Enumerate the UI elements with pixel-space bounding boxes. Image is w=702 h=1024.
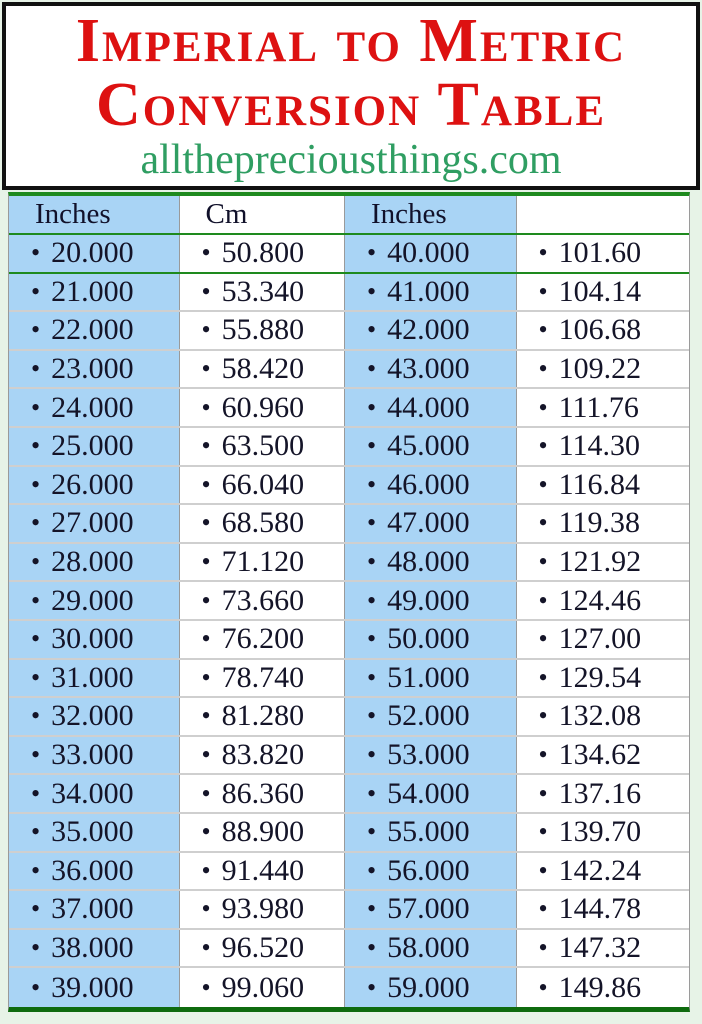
bullet-icon: • [31, 624, 41, 654]
cell-value: 57.000 [387, 892, 470, 926]
bullet-icon: • [538, 778, 548, 808]
table-cell [9, 968, 180, 1007]
bullet-icon: • [201, 817, 211, 847]
cell-value: 58.000 [387, 930, 470, 964]
table-cell [345, 505, 517, 542]
cell-value: 81.280 [221, 699, 305, 733]
cell-value: 53.000 [387, 738, 470, 772]
cell-value: 127.00 [558, 622, 642, 656]
bullet-icon: • [31, 662, 41, 692]
cell-value: 55.000 [387, 815, 470, 849]
bullet-icon: • [367, 431, 377, 461]
table-row [9, 582, 689, 621]
bullet-icon: • [201, 740, 211, 770]
cell-value: 35.000 [51, 815, 134, 849]
cell-value: 121.92 [558, 545, 642, 579]
cell-value: 20.000 [51, 236, 134, 270]
cell-value: 38.000 [51, 930, 134, 964]
table-cell [180, 621, 346, 658]
bullet-icon: • [538, 972, 548, 1002]
bullet-icon: • [201, 547, 211, 577]
bullet-icon: • [538, 469, 548, 499]
table-cell [180, 853, 346, 890]
cell-value: 149.86 [558, 970, 642, 1004]
table-row [9, 312, 689, 351]
column-header-cm-right [517, 196, 689, 233]
cell-value: 144.78 [558, 892, 642, 926]
bullet-icon: • [367, 932, 377, 962]
cell-value: 101.60 [558, 236, 642, 270]
bullet-icon: • [201, 855, 211, 885]
bullet-icon: • [538, 354, 548, 384]
conversion-table [8, 192, 690, 1012]
cell-value: 25.000 [51, 429, 134, 463]
table-row [9, 814, 689, 853]
cell-value: 86.360 [221, 776, 305, 810]
table-cell [517, 930, 689, 967]
table-cell [345, 351, 517, 388]
table-row [9, 351, 689, 390]
table-cell [517, 621, 689, 658]
cell-value: 50.800 [221, 236, 305, 270]
bullet-icon: • [367, 855, 377, 885]
table-cell [180, 312, 346, 349]
bullet-icon: • [31, 972, 41, 1002]
table-cell [517, 351, 689, 388]
table-cell [9, 891, 180, 928]
table-header-row [9, 196, 689, 235]
cell-value: 132.08 [558, 699, 642, 733]
cell-value: 142.24 [558, 853, 642, 887]
cell-value: 43.000 [387, 352, 470, 386]
table-cell [517, 582, 689, 619]
table-cell [9, 582, 180, 619]
bullet-icon: • [201, 662, 211, 692]
bullet-icon: • [201, 276, 211, 306]
bullet-icon: • [201, 701, 211, 731]
table-body [9, 235, 689, 1007]
bullet-icon: • [367, 585, 377, 615]
bullet-icon: • [367, 315, 377, 345]
table-cell [9, 274, 180, 311]
cell-value: 76.200 [221, 622, 305, 656]
bullet-icon: • [31, 469, 41, 499]
cell-value: 114.30 [558, 429, 641, 463]
table-cell [517, 274, 689, 311]
table-cell [345, 891, 517, 928]
cell-value: 32.000 [51, 699, 134, 733]
cell-value: 88.900 [221, 815, 305, 849]
table-cell [180, 467, 346, 504]
cell-value: 34.000 [51, 776, 134, 810]
bullet-icon: • [538, 740, 548, 770]
bullet-icon: • [367, 778, 377, 808]
bullet-icon: • [201, 894, 211, 924]
cell-value: 134.62 [558, 738, 642, 772]
table-cell [180, 389, 346, 426]
table-cell [517, 544, 689, 581]
table-cell [9, 428, 180, 465]
table-row [9, 853, 689, 892]
bullet-icon: • [367, 238, 377, 268]
cell-value: 56.000 [387, 853, 470, 887]
table-cell [9, 312, 180, 349]
bullet-icon: • [538, 624, 548, 654]
website-url: allthepreciousthings.com [140, 137, 562, 183]
bullet-icon: • [201, 315, 211, 345]
table-cell [517, 467, 689, 504]
table-cell [9, 505, 180, 542]
table-cell [180, 814, 346, 851]
table-cell [180, 582, 346, 619]
table-cell [9, 660, 180, 697]
cell-value: 54.000 [387, 776, 470, 810]
table-cell [345, 544, 517, 581]
table-cell [9, 467, 180, 504]
cell-value: 129.54 [558, 660, 642, 694]
table-row [9, 737, 689, 776]
table-cell [180, 660, 346, 697]
table-cell [180, 428, 346, 465]
bullet-icon: • [31, 547, 41, 577]
table-cell [180, 698, 346, 735]
cell-value: 31.000 [51, 660, 134, 694]
table-cell [9, 235, 180, 272]
column-header-inches-left: Inches [9, 196, 180, 233]
table-cell [517, 235, 689, 272]
cell-value: 68.580 [221, 506, 305, 540]
table-cell [9, 621, 180, 658]
bullet-icon: • [367, 508, 377, 538]
cell-value: 137.16 [558, 776, 642, 810]
table-cell [9, 814, 180, 851]
table-cell [517, 968, 689, 1007]
bullet-icon: • [31, 701, 41, 731]
table-cell [345, 660, 517, 697]
table-cell [180, 235, 346, 272]
table-row [9, 930, 689, 969]
bullet-icon: • [538, 431, 548, 461]
bullet-icon: • [367, 701, 377, 731]
cell-value: 66.040 [221, 467, 305, 501]
table-cell [345, 312, 517, 349]
cell-value: 50.000 [387, 622, 470, 656]
table-cell [517, 698, 689, 735]
cell-value: 51.000 [387, 660, 470, 694]
bullet-icon: • [538, 315, 548, 345]
page-title-line-2: Conversion Table [95, 71, 607, 139]
cell-value: 33.000 [51, 738, 134, 772]
table-cell [9, 853, 180, 890]
table-row [9, 467, 689, 506]
table-cell [345, 621, 517, 658]
cell-value: 63.500 [221, 429, 305, 463]
cell-value: 96.520 [221, 930, 305, 964]
cell-value: 109.22 [558, 352, 642, 386]
table-cell [345, 930, 517, 967]
bullet-icon: • [201, 508, 211, 538]
table-cell [345, 582, 517, 619]
bullet-icon: • [538, 817, 548, 847]
table-cell [180, 891, 346, 928]
cell-value: 55.880 [221, 313, 305, 347]
cell-value: 93.980 [221, 892, 305, 926]
cell-value: 106.68 [558, 313, 642, 347]
cell-value: 42.000 [387, 313, 470, 347]
cell-value: 116.84 [558, 467, 641, 501]
cell-value: 27.000 [51, 506, 134, 540]
cell-value: 22.000 [51, 313, 134, 347]
cell-value: 26.000 [51, 467, 134, 501]
table-row [9, 660, 689, 699]
bullet-icon: • [201, 392, 211, 422]
bullet-icon: • [201, 354, 211, 384]
cell-value: 99.060 [221, 970, 305, 1004]
cell-value: 23.000 [51, 352, 134, 386]
cell-value: 44.000 [387, 390, 470, 424]
table-cell [9, 389, 180, 426]
table-cell [180, 968, 346, 1007]
table-row [9, 621, 689, 660]
table-cell [345, 698, 517, 735]
table-cell [9, 698, 180, 735]
table-cell [345, 968, 517, 1007]
table-cell [345, 274, 517, 311]
bullet-icon: • [538, 662, 548, 692]
cell-value: 30.000 [51, 622, 134, 656]
bullet-icon: • [31, 932, 41, 962]
cell-value: 52.000 [387, 699, 470, 733]
table-cell [517, 891, 689, 928]
cell-value: 78.740 [221, 660, 305, 694]
bullet-icon: • [31, 354, 41, 384]
bullet-icon: • [31, 855, 41, 885]
table-cell [517, 853, 689, 890]
table-cell [517, 312, 689, 349]
table-cell [9, 775, 180, 812]
bullet-icon: • [538, 894, 548, 924]
cell-value: 83.820 [221, 738, 305, 772]
bullet-icon: • [201, 778, 211, 808]
cell-value: 48.000 [387, 545, 470, 579]
table-cell [180, 351, 346, 388]
bullet-icon: • [31, 778, 41, 808]
bullet-icon: • [201, 624, 211, 654]
cell-value: 73.660 [221, 583, 305, 617]
bullet-icon: • [31, 817, 41, 847]
table-cell [180, 505, 346, 542]
table-row [9, 389, 689, 428]
cell-value: 39.000 [51, 970, 134, 1004]
bullet-icon: • [538, 508, 548, 538]
table-cell [345, 467, 517, 504]
table-row [9, 775, 689, 814]
bullet-icon: • [31, 392, 41, 422]
cell-value: 45.000 [387, 429, 470, 463]
bullet-icon: • [538, 701, 548, 731]
table-row [9, 505, 689, 544]
table-cell [9, 544, 180, 581]
bullet-icon: • [201, 932, 211, 962]
bullet-icon: • [538, 392, 548, 422]
table-row [9, 274, 689, 313]
table-row [9, 428, 689, 467]
table-cell [180, 737, 346, 774]
bullet-icon: • [367, 624, 377, 654]
bullet-icon: • [31, 276, 41, 306]
cell-value: 28.000 [51, 545, 134, 579]
bullet-icon: • [367, 469, 377, 499]
cell-value: 59.000 [387, 970, 470, 1004]
bullet-icon: • [367, 662, 377, 692]
cell-value: 104.14 [558, 274, 642, 308]
table-cell [345, 853, 517, 890]
column-header-cm-left: Cm [180, 196, 346, 233]
table-cell [517, 505, 689, 542]
table-row [9, 544, 689, 583]
bullet-icon: • [538, 276, 548, 306]
table-cell [180, 544, 346, 581]
bullet-icon: • [31, 431, 41, 461]
bullet-icon: • [31, 508, 41, 538]
cell-value: 24.000 [51, 390, 134, 424]
table-cell [517, 737, 689, 774]
bullet-icon: • [201, 431, 211, 461]
table-cell [9, 737, 180, 774]
bullet-icon: • [31, 585, 41, 615]
bullet-icon: • [367, 547, 377, 577]
cell-value: 60.960 [221, 390, 305, 424]
cell-value: 71.120 [221, 545, 305, 579]
page-title-line-1: Imperial to Metric [75, 7, 627, 75]
bullet-icon: • [201, 972, 211, 1002]
bullet-icon: • [367, 894, 377, 924]
table-cell [517, 428, 689, 465]
table-cell [180, 274, 346, 311]
table-cell [345, 737, 517, 774]
cell-value: 139.70 [558, 815, 642, 849]
bullet-icon: • [201, 469, 211, 499]
cell-value: 29.000 [51, 583, 134, 617]
table-cell [345, 775, 517, 812]
cell-value: 147.32 [558, 930, 642, 964]
bullet-icon: • [367, 740, 377, 770]
bullet-icon: • [538, 238, 548, 268]
cell-value: 37.000 [51, 892, 134, 926]
table-cell [9, 930, 180, 967]
table-row [9, 698, 689, 737]
cell-value: 46.000 [387, 467, 470, 501]
bullet-icon: • [31, 740, 41, 770]
cell-value: 40.000 [387, 236, 470, 270]
cell-value: 41.000 [387, 274, 470, 308]
table-cell [345, 389, 517, 426]
cell-value: 47.000 [387, 506, 470, 540]
bullet-icon: • [201, 585, 211, 615]
table-cell [345, 235, 517, 272]
cell-value: 119.38 [558, 506, 641, 540]
table-row [9, 891, 689, 930]
table-row [9, 968, 689, 1007]
table-row [9, 235, 689, 274]
bullet-icon: • [31, 238, 41, 268]
table-cell [517, 814, 689, 851]
bullet-icon: • [367, 276, 377, 306]
bullet-icon: • [367, 817, 377, 847]
bullet-icon: • [31, 894, 41, 924]
bullet-icon: • [538, 585, 548, 615]
bullet-icon: • [538, 547, 548, 577]
bullet-icon: • [538, 932, 548, 962]
bullet-icon: • [367, 354, 377, 384]
cell-value: 91.440 [221, 853, 305, 887]
cell-value: 58.420 [221, 352, 305, 386]
table-cell [517, 775, 689, 812]
title-box [2, 2, 700, 190]
table-cell [345, 428, 517, 465]
table-cell [9, 351, 180, 388]
table-cell [517, 660, 689, 697]
bullet-icon: • [201, 238, 211, 268]
cell-value: 21.000 [51, 274, 134, 308]
cell-value: 49.000 [387, 583, 470, 617]
table-cell [517, 389, 689, 426]
cell-value: 124.46 [558, 583, 642, 617]
table-cell [345, 814, 517, 851]
table-cell [180, 930, 346, 967]
bullet-icon: • [538, 855, 548, 885]
table-cell [180, 775, 346, 812]
cell-value: 53.340 [221, 274, 305, 308]
bullet-icon: • [31, 315, 41, 345]
bullet-icon: • [367, 972, 377, 1002]
bullet-icon: • [367, 392, 377, 422]
column-header-inches-right: Inches [345, 196, 517, 233]
cell-value: 36.000 [51, 853, 134, 887]
cell-value: 111.76 [558, 390, 639, 424]
